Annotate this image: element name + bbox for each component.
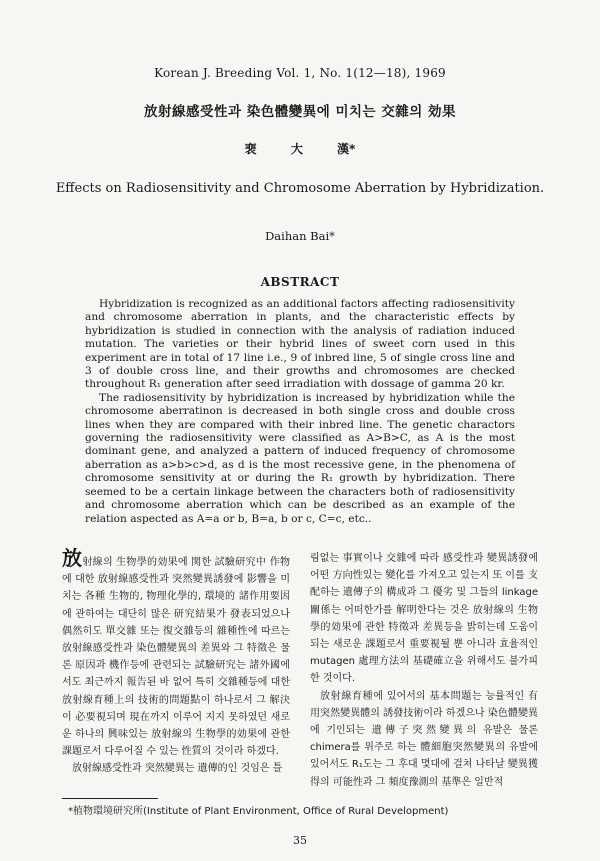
footnote-rule (62, 798, 158, 799)
body-paragraph-2-cont: 림없는 事實이나 交雜에 따라 感受性과 變異誘發에 어떤 方向性있는 變化를 가져오고 있는지 또 이를 支配하는 遺傳子의 構成과 그 優劣 및 그들의 linkage 關係는 어떠한가를 解明한다는 것은 放射線의 生物學的効果에 관한 特徵과 差異등을 밝히는데 도움이 되는 새로운 課題로서 重要視될 뿐 아니라 효율적인 mutagen 處理方法의 基礎確立을 위해서도 불가피한 것이다. (310, 553, 538, 685)
abstract-heading: ABSTRACT (260, 275, 340, 289)
page-number: 35 (293, 834, 307, 847)
body-paragraph-2: 放射線感受性과 突然變異는 遺傳的인 것임은 틀 (72, 763, 283, 775)
drop-cap: 放 (62, 546, 83, 570)
english-title: Effects on Radiosensitivity and Chromosome Aberration by Hybridization. (55, 181, 545, 196)
korean-title: 放射線感受性과 染色體變異에 미치는 交雜의 効果 (143, 104, 457, 120)
body-column-right (310, 550, 538, 791)
journal-citation: Korean J. Breeding Vol. 1, No. 1(12—18), 1969 (154, 66, 446, 80)
body-paragraph-1 (62, 546, 291, 760)
abstract-paragraph-1: Hybridization is recognized as an additional factors affecting radiosensitivity and chromosome aberration in plants, and the characteristic effects by hybridization is studied in connection with the analysis of radiation induced mutation. The varieties or their hybrid lines of sweet corn used in this experiment are in total of 17 line i.e., 9 of inbred line, 5 of single cross line and 3 of double cross line, and their growths and chromosomes are checked throughout R₁ generation after seed irradiation with dossage of gamma 20 kr. (85, 298, 515, 391)
korean-author: 裵 大 漢* (244, 142, 356, 156)
abstract-paragraph-2: The radiosensitivity by hybridization is increased by hybridization while the chromosome aberratinon is decreased in both single cross and double cross lines when they are compared with their inbred line. The genetic charactors governing the radiosensitivity were classified as A>B>C, as A is the most dominant gene, and analyzed a pattern of induced frequency of chromosome aberration as a>b>c>d, as d is the most recessive gene, in the phenomena of chromosome sensitivity at or during the R₁ growth by hybridization. There seemed to be a certain linkage between the characters both of radiosensitivity and chromosome aberration which can be described as an example of the relation aspected as A=a or b, B=a, b or c, C=c, etc.. (85, 391, 515, 525)
body-column-left (62, 546, 291, 778)
body-paragraph-1-text: 射線의 生物學的効果에 関한 試驗研究中 作物에 대한 放射線感受性과 突然變異誘發에 影響을 미치는 各種 生物的, 物理化學的, 環境的 諸作用要因에 관하여는 대단히 많은 研究結果가 發表되었으나 偶然히도 單交雜 또는 復交雜등의 雜種性에 따르는 放射線感受性과 染色體變異의 差異와 그 特徵은 물론 原因과 機作등에 관련되는 試驗研究는 諸外國에서도 최근까지 報告된 바 없어 특히 交雜種등에 대한 放射線育種上의 技術的問題點이 하나로서 그 解決이 必要視되며 現在까지 이루어 지지 못하였던 새로운 하나의 興味있는 放射線의 生物學的効果에 관한 課題로서 다루어질 수 있는 性質의 것이라 하겠다. (62, 557, 291, 758)
body-paragraph-3: 放射線育種에 있어서의 基本問題는 능률적인 有用突然變異體의 誘發技術이라 하겠으나 染色體變異에 기인되는 遺傳子突然變異의 유발은 물론 chimera를 위주로 하는 體細胞突然變異의 유발에 있어서도 R₁도는 그 후대 몇대에 걸쳐 나타날 變異獲得의 可能性과 그 頻度豫測의 基準은 일반적 (310, 690, 538, 788)
english-author: Daihan Bai* (265, 229, 335, 243)
affiliation-footnote: *植物環境研究所(Institute of Plant Environment, Office of Rural Development) (68, 806, 449, 817)
abstract-body (85, 298, 515, 526)
